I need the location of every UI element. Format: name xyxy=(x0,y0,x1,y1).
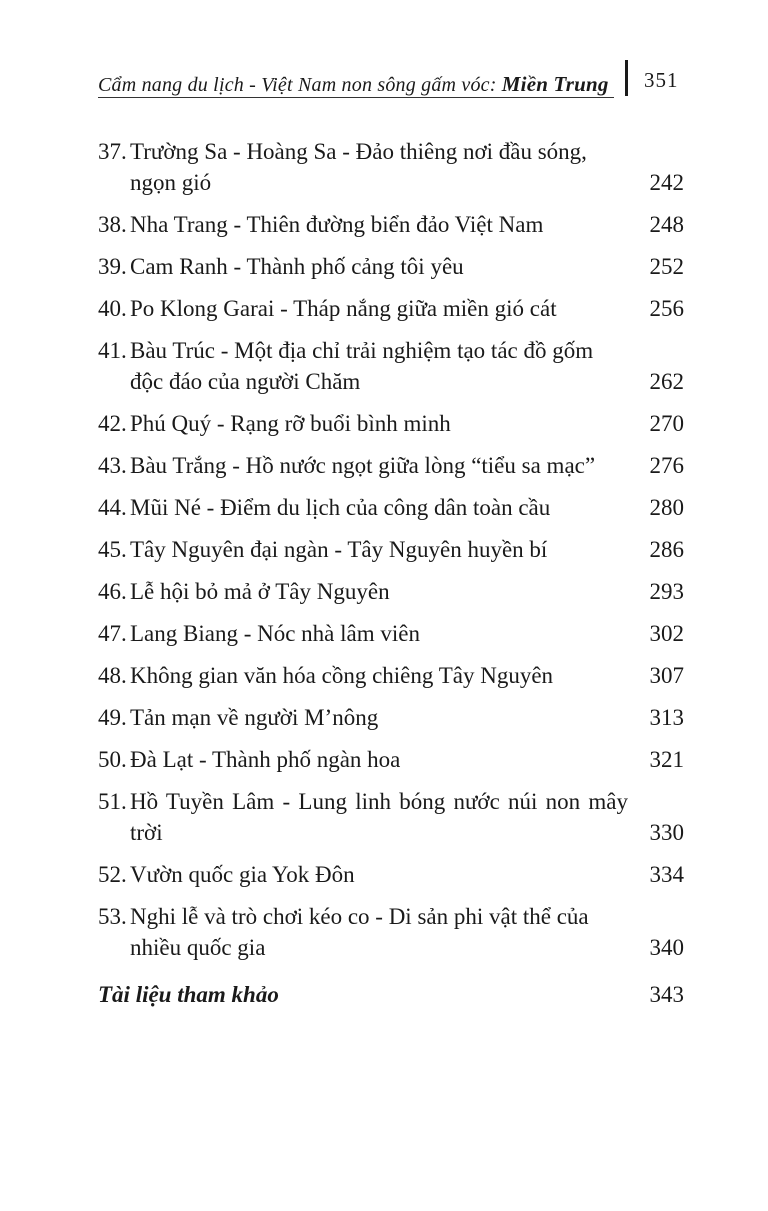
toc-entry-number: 45. xyxy=(98,537,127,562)
toc-entry-50[interactable] xyxy=(98,744,684,775)
toc-entry-40[interactable] xyxy=(98,293,684,324)
toc-entry-page: 262 xyxy=(649,369,684,394)
toc-entry-number: 46. xyxy=(98,579,127,604)
toc-entry-38[interactable] xyxy=(98,209,684,240)
toc-entry-title: Nghi lễ và trò chơi kéo co - Di sản phi vật thể của nhiều quốc gia xyxy=(130,904,589,960)
toc-entry-title: Vườn quốc gia Yok Đôn xyxy=(130,862,355,887)
toc-entry-page: 276 xyxy=(649,453,684,478)
toc-entry-41[interactable] xyxy=(98,335,684,397)
toc-entry-title: Tây Nguyên đại ngàn - Tây Nguyên huyền bí xyxy=(130,537,548,562)
toc-entry-title: Mũi Né - Điểm du lịch của công dân toàn cầu xyxy=(130,495,551,520)
references-title: Tài liệu tham khảo xyxy=(98,982,279,1007)
toc-entry-page: 252 xyxy=(649,254,684,279)
toc-entry-title: Phú Quý - Rạng rỡ buổi bình minh xyxy=(130,411,451,436)
toc-entry-number: 52. xyxy=(98,862,127,887)
toc-entry-53[interactable] xyxy=(98,901,684,963)
toc-entry-39[interactable] xyxy=(98,251,684,282)
toc-entry-49[interactable] xyxy=(98,702,684,733)
header-vertical-rule xyxy=(625,60,628,96)
toc-entry-page: 286 xyxy=(649,537,684,562)
toc-entry-number: 43. xyxy=(98,453,127,478)
toc-references[interactable] xyxy=(98,979,684,1010)
toc-entry-number: 37. xyxy=(98,139,127,164)
toc-entry-title: Lễ hội bỏ mả ở Tây Nguyên xyxy=(130,579,390,604)
toc-entry-51[interactable] xyxy=(98,786,684,848)
toc-entry-page: 334 xyxy=(649,862,684,887)
running-title-text: Cẩm nang du lịch - Việt Nam non sông gấm vóc: xyxy=(98,74,502,96)
toc-entry-title: Lang Biang - Nóc nhà lâm viên xyxy=(130,621,420,646)
toc-entry-title: Hồ Tuyền Lâm - Lung linh bóng nước núi non mây trời xyxy=(130,789,628,845)
toc-entry-number: 39. xyxy=(98,254,127,279)
references-page: 343 xyxy=(649,982,684,1007)
toc-entry-title: Cam Ranh - Thành phố cảng tôi yêu xyxy=(130,254,464,279)
toc-entry-44[interactable] xyxy=(98,492,684,523)
toc-entry-46[interactable] xyxy=(98,576,684,607)
toc-entry-page: 330 xyxy=(649,820,684,845)
toc-entry-page: 270 xyxy=(649,411,684,436)
toc-entry-page: 242 xyxy=(649,170,684,195)
toc-entry-number: 38. xyxy=(98,212,127,237)
toc-entry-number: 53. xyxy=(98,904,127,929)
toc-entry-page: 307 xyxy=(649,663,684,688)
toc-entry-page: 313 xyxy=(649,705,684,730)
toc-entry-number: 40. xyxy=(98,296,127,321)
toc-entry-number: 42. xyxy=(98,411,127,436)
toc-entry-title: Trường Sa - Hoàng Sa - Đảo thiêng nơi đầu sóng, ngọn gió xyxy=(130,139,587,195)
toc-entry-number: 50. xyxy=(98,747,127,772)
toc-entry-47[interactable] xyxy=(98,618,684,649)
toc-entry-number: 44. xyxy=(98,495,127,520)
running-header xyxy=(98,66,684,102)
toc-entry-number: 49. xyxy=(98,705,127,730)
toc-entry-37[interactable] xyxy=(98,136,684,198)
toc-entry-page: 302 xyxy=(649,621,684,646)
toc-entry-title: Bàu Trắng - Hồ nước ngọt giữa lòng “tiểu sa mạc” xyxy=(130,453,596,478)
toc-entry-52[interactable] xyxy=(98,859,684,890)
toc-entry-page: 340 xyxy=(649,935,684,960)
toc-entry-48[interactable] xyxy=(98,660,684,691)
toc-entry-title: Tản mạn về người M’nông xyxy=(130,705,379,730)
toc-entry-title: Po Klong Garai - Tháp nắng giữa miền gió cát xyxy=(130,296,557,321)
running-title xyxy=(98,72,609,97)
toc-entry-title: Nha Trang - Thiên đường biển đảo Việt Nam xyxy=(130,212,544,237)
page-number: 351 xyxy=(644,68,679,92)
toc-entry-page: 256 xyxy=(649,296,684,321)
toc-entry-number: 51. xyxy=(98,789,127,814)
table-of-contents xyxy=(98,136,684,1010)
toc-entry-45[interactable] xyxy=(98,534,684,565)
header-underline xyxy=(98,97,614,98)
toc-entry-title: Bàu Trúc - Một địa chỉ trải nghiệm tạo tác đồ gốm độc đáo của người Chăm xyxy=(130,338,594,394)
toc-entry-number: 41. xyxy=(98,338,127,363)
toc-entry-title: Không gian văn hóa cồng chiêng Tây Nguyên xyxy=(130,663,554,688)
toc-entry-page: 321 xyxy=(649,747,684,772)
toc-entry-number: 47. xyxy=(98,621,127,646)
toc-entry-page: 248 xyxy=(649,212,684,237)
toc-entry-43[interactable] xyxy=(98,450,684,481)
toc-entry-number: 48. xyxy=(98,663,127,688)
running-title-emphasis: Miền Trung xyxy=(501,72,609,96)
toc-entry-title: Đà Lạt - Thành phố ngàn hoa xyxy=(130,747,401,772)
toc-entry-42[interactable] xyxy=(98,408,684,439)
toc-entry-page: 293 xyxy=(649,579,684,604)
toc-entry-page: 280 xyxy=(649,495,684,520)
